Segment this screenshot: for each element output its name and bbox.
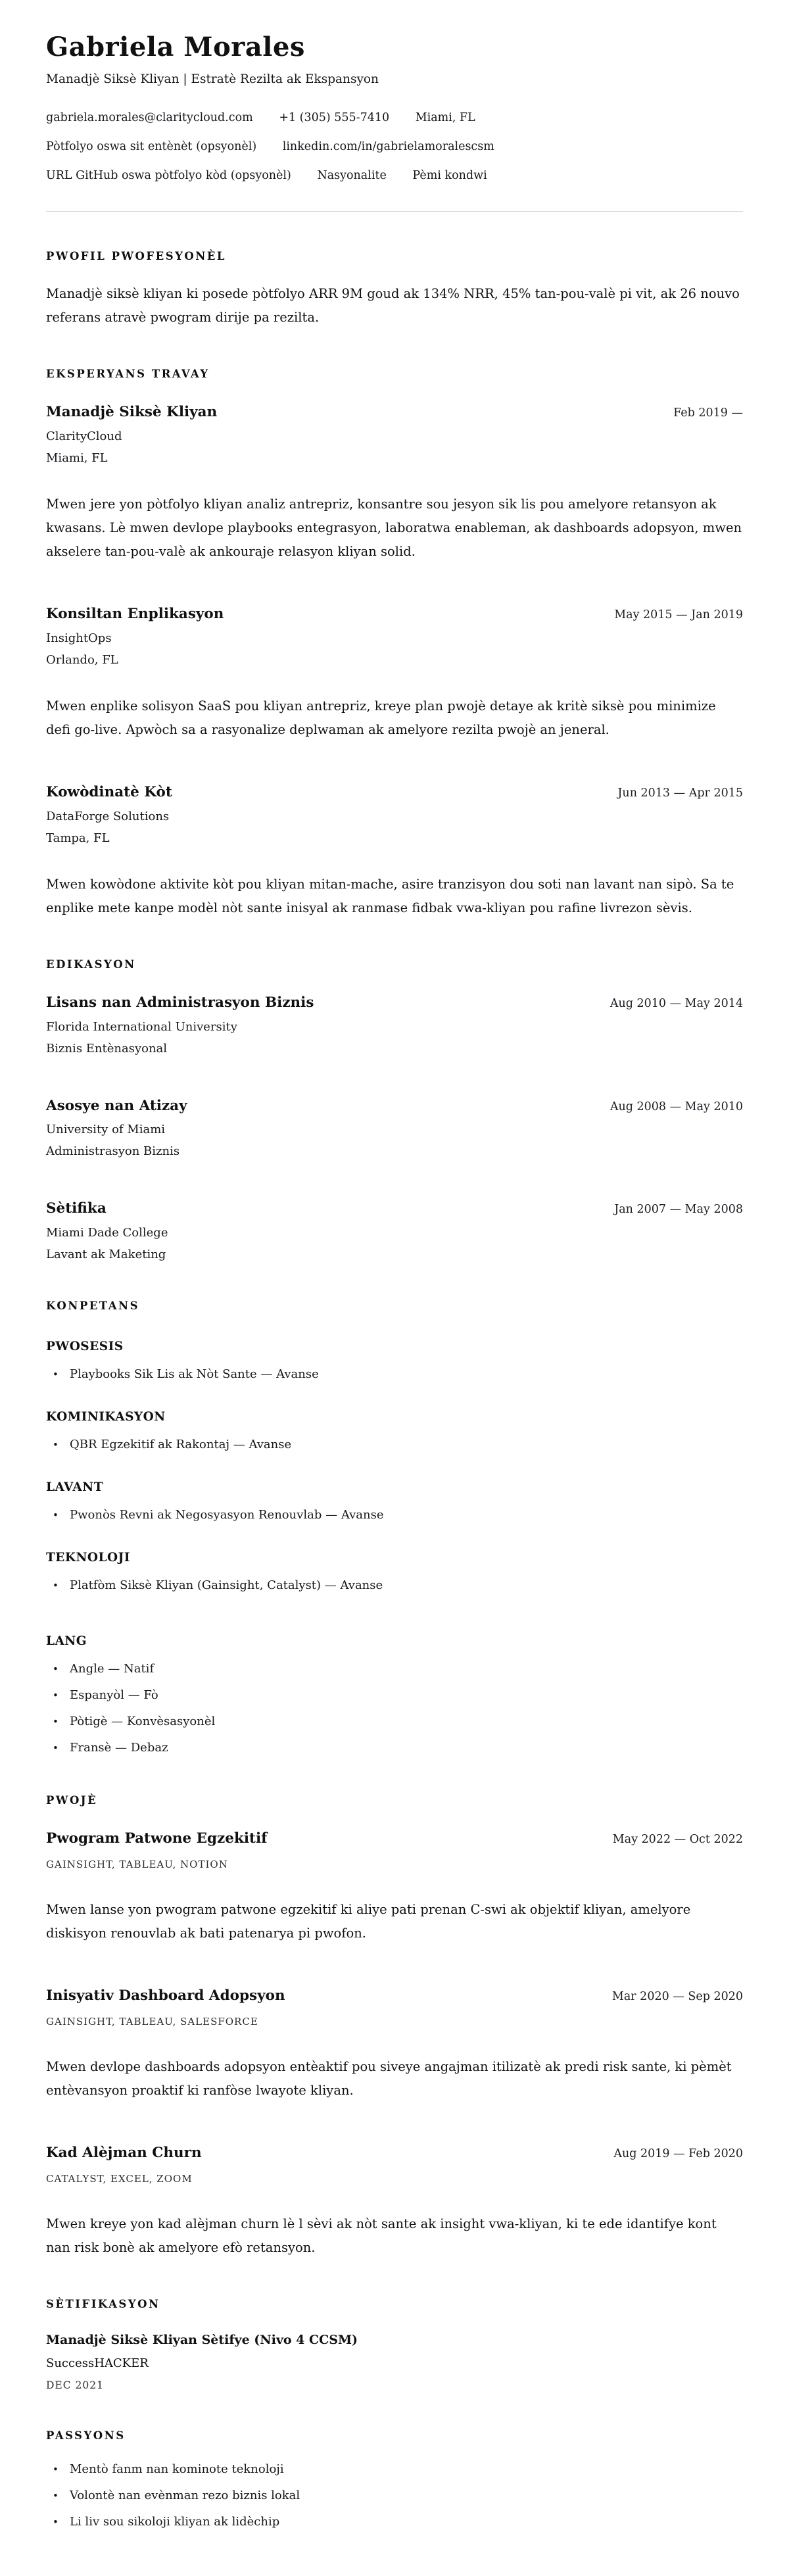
school-name: Miami Dade College xyxy=(46,1226,168,1240)
contact-linkedin: linkedin.com/in/gabrielamoralescsm xyxy=(282,140,494,153)
job-head xyxy=(46,404,743,422)
section-heading-projects: PWOJÈ xyxy=(46,1794,98,1807)
skill-list xyxy=(46,1578,743,1593)
project-dates: May 2022 — Oct 2022 xyxy=(612,1833,743,1847)
field-of-study: Biznis Entènasyonal xyxy=(46,1041,168,1056)
section-heading-skills: KONPETANS xyxy=(46,1300,140,1313)
job-location: Tampa, FL xyxy=(46,831,110,845)
section-heading-experience: EKSPERYANS TRAVAY xyxy=(46,368,210,380)
project-dates: Aug 2019 — Feb 2020 xyxy=(613,2147,743,2160)
job-title: Manadjè Siksè Kliyan xyxy=(46,404,218,420)
job-dates: Feb 2019 — xyxy=(673,406,743,420)
project-head xyxy=(46,1830,743,1848)
skill-item: • Playbooks Sik Lis ak Nòt Sante — Avanse xyxy=(46,1367,743,1382)
language-item: • Pòtigè — Konvèsasyonèl xyxy=(46,1714,743,1730)
section-heading-passions: PASSYONS xyxy=(46,2429,126,2442)
project-head xyxy=(46,1987,743,2005)
skill-group-technology xyxy=(46,1551,743,1593)
job-entry xyxy=(46,606,743,742)
passion-item: • Li liv sou sikoloji kliyan ak lidèchip xyxy=(46,2514,743,2530)
job-description: Mwen enplike solisyon SaaS pou kliyan antrepriz, kreye plan pwojè detaye ak kritè siksè pou minimize defi go-live. Apwòch sa a rasyonalize deplwaman ak amelyore rezilta pwojè an jeneral. xyxy=(46,698,716,737)
contact-row xyxy=(46,111,743,124)
contact-portfolio: Pòtfolyo oswa sit entènèt (opsyonèl) xyxy=(46,140,257,153)
job-dates: May 2015 — Jan 2019 xyxy=(614,608,743,621)
education-head xyxy=(46,1098,743,1115)
skill-item: • QBR Egzekitif ak Rakontaj — Avanse xyxy=(46,1437,743,1453)
certification-date: DEC 2021 xyxy=(46,2379,104,2391)
degree-title: Sètifika xyxy=(46,1200,107,1217)
section-certification xyxy=(46,2298,743,2391)
certification-title: Manadjè Siksè Kliyan Sètifye (Nivo 4 CCSM) xyxy=(46,2332,358,2347)
job-title: Konsiltan Enplikasyon xyxy=(46,605,224,622)
project-head xyxy=(46,2145,743,2162)
project-entry xyxy=(46,1987,743,2102)
section-education xyxy=(46,958,743,1262)
job-company: DataForge Solutions xyxy=(46,809,170,823)
skill-group-label: LANG xyxy=(46,1634,87,1649)
section-experience xyxy=(46,368,743,920)
job-company: ClarityCloud xyxy=(46,429,122,443)
section-heading-certification: SÈTIFIKASYON xyxy=(46,2297,160,2310)
education-dates: Aug 2010 — May 2014 xyxy=(610,996,743,1010)
contact-location: Miami, FL xyxy=(415,111,475,124)
contact-phone: +1 (305) 555-7410 xyxy=(279,111,390,124)
contact-block xyxy=(46,111,743,182)
resume-subtitle: Manadjè Siksè Kliyan | Estratè Rezilta ak Ekspansyon xyxy=(46,72,379,86)
skill-item: • Pwonòs Revni ak Negosyasyon Renouvlab — Avanse xyxy=(46,1507,743,1523)
skill-group-label: KOMINIKASYON xyxy=(46,1410,166,1424)
section-heading-education: EDIKASYON xyxy=(46,958,136,971)
skill-item: • Platfòm Siksè Kliyan (Gainsight, Catalyst) — Avanse xyxy=(46,1578,743,1593)
project-entry xyxy=(46,1830,743,1945)
language-item: • Fransè — Debaz xyxy=(46,1740,743,1756)
profile-text: Manadjè siksè kliyan ki posede pòtfolyo ARR 9M goud ak 134% NRR, 45% tan-pou-valè pi vit, ak 26 nouvo referans atravè pwogram dirije pa rezilta. xyxy=(46,286,740,325)
job-title: Kowòdinatè Kòt xyxy=(46,783,172,800)
skill-group-label: PWOSESIS xyxy=(46,1340,124,1354)
contact-driving-permit: Pèmi kondwi xyxy=(412,169,487,182)
project-entry xyxy=(46,2145,743,2260)
contact-row xyxy=(46,140,743,153)
contact-nationality: Nasyonalite xyxy=(317,169,387,182)
language-item: • Angle — Natif xyxy=(46,1661,743,1677)
school-name: Florida International University xyxy=(46,1019,237,1034)
project-tools: CATALYST, EXCEL, ZOOM xyxy=(46,2172,193,2185)
job-entry xyxy=(46,784,743,920)
job-description: Mwen kowòdone aktivite kòt pou kliyan mitan-mache, asire tranzisyon dou soti nan lavant nan sipò. Sa te enplike mete kanpe modèl nòt sante inisyal ak ranmase fidbak vwa-kliyan pou rafine livrezon sèvis. xyxy=(46,876,734,915)
skill-group-communication xyxy=(46,1410,743,1453)
school-name: University of Miami xyxy=(46,1123,166,1137)
skill-list xyxy=(46,1507,743,1523)
job-entry xyxy=(46,404,743,564)
project-dates: Mar 2020 — Sep 2020 xyxy=(611,1990,743,2004)
divider xyxy=(46,211,743,212)
skill-group-label: LAVANT xyxy=(46,1480,103,1495)
job-company: InsightOps xyxy=(46,631,112,645)
project-title: Kad Alèjman Churn xyxy=(46,2145,202,2161)
section-heading-profile: PWOFIL PWOFESYONÈL xyxy=(46,250,227,262)
job-description: Mwen jere yon pòtfolyo kliyan analiz antrepriz, konsantre sou jesyon sik lis pou amelyore retansyon ak kwasans. Lè mwen devlope playbooks entegrasyon, laboratwa enableman, ak dashboards adopsyon, mwen akselere tan-pou-valè ak ankouraje relasyon kliyan solid. xyxy=(46,496,742,559)
skill-group-process xyxy=(46,1340,743,1382)
degree-title: Lisans nan Administrasyon Biznis xyxy=(46,994,314,1011)
section-skills xyxy=(46,1300,743,1756)
project-description: Mwen lanse yon pwogram patwone egzekitif ki aliye pati prenan C-swi ak objektif kliyan, amelyore diskisyon renouvlab ak bati patenarya pi pwofon. xyxy=(46,1902,691,1941)
skill-list xyxy=(46,1437,743,1453)
field-of-study: Lavant ak Maketing xyxy=(46,1248,166,1262)
education-head xyxy=(46,1200,743,1218)
language-list xyxy=(46,1661,743,1756)
job-head xyxy=(46,784,743,802)
degree-title: Asosye nan Atizay xyxy=(46,1097,187,1114)
language-item: • Espanyòl — Fò xyxy=(46,1688,743,1703)
job-location: Orlando, FL xyxy=(46,652,118,667)
section-projects xyxy=(46,1794,743,2260)
education-dates: Jan 2007 — May 2008 xyxy=(614,1203,743,1217)
education-head xyxy=(46,994,743,1012)
skill-group-label: TEKNOLOJI xyxy=(46,1551,131,1565)
passion-list xyxy=(46,2462,743,2530)
project-description: Mwen devlope dashboards adopsyon entèaktif pou siveye angajman itilizatè ak predi risk sante, ki pèmèt entèvansyon proaktif ki ranfòse lwayote kliyan. xyxy=(46,2059,732,2098)
passion-item: • Mentò fanm nan kominote teknoloji xyxy=(46,2462,743,2477)
skill-group-sales xyxy=(46,1480,743,1523)
passion-item: • Volontè nan evènman rezo biznis lokal xyxy=(46,2488,743,2504)
project-tools: GAINSIGHT, TABLEAU, SALESFORCE xyxy=(46,2016,258,2028)
skill-list xyxy=(46,1367,743,1382)
job-dates: Jun 2013 — Apr 2015 xyxy=(617,786,743,800)
contact-email: gabriela.morales@claritycloud.com xyxy=(46,111,253,124)
section-passions xyxy=(46,2429,743,2530)
education-entry xyxy=(46,1098,743,1159)
project-title: Pwogram Patwone Egzekitif xyxy=(46,1830,268,1847)
section-profile xyxy=(46,250,743,329)
education-entry xyxy=(46,994,743,1056)
certification-issuer: SuccessHACKER xyxy=(46,2356,149,2370)
field-of-study: Administrasyon Biznis xyxy=(46,1144,180,1159)
project-tools: GAINSIGHT, TABLEAU, NOTION xyxy=(46,1859,228,1871)
contact-row xyxy=(46,169,743,182)
contact-github: URL GitHub oswa pòtfolyo kòd (opsyonèl) xyxy=(46,169,291,182)
job-location: Miami, FL xyxy=(46,450,108,465)
education-dates: Aug 2008 — May 2010 xyxy=(610,1100,743,1113)
skill-group-languages xyxy=(46,1634,743,1756)
project-description: Mwen kreye yon kad alèjman churn lè l sèvi ak nòt sante ak insight vwa-kliyan, ki te ede idantifye kont nan risk bonè ak amelyore efò retansyon. xyxy=(46,2216,717,2255)
education-entry xyxy=(46,1200,743,1261)
job-head xyxy=(46,606,743,623)
resume-name: Gabriela Morales xyxy=(46,32,305,62)
project-title: Inisyativ Dashboard Adopsyon xyxy=(46,1987,285,2005)
